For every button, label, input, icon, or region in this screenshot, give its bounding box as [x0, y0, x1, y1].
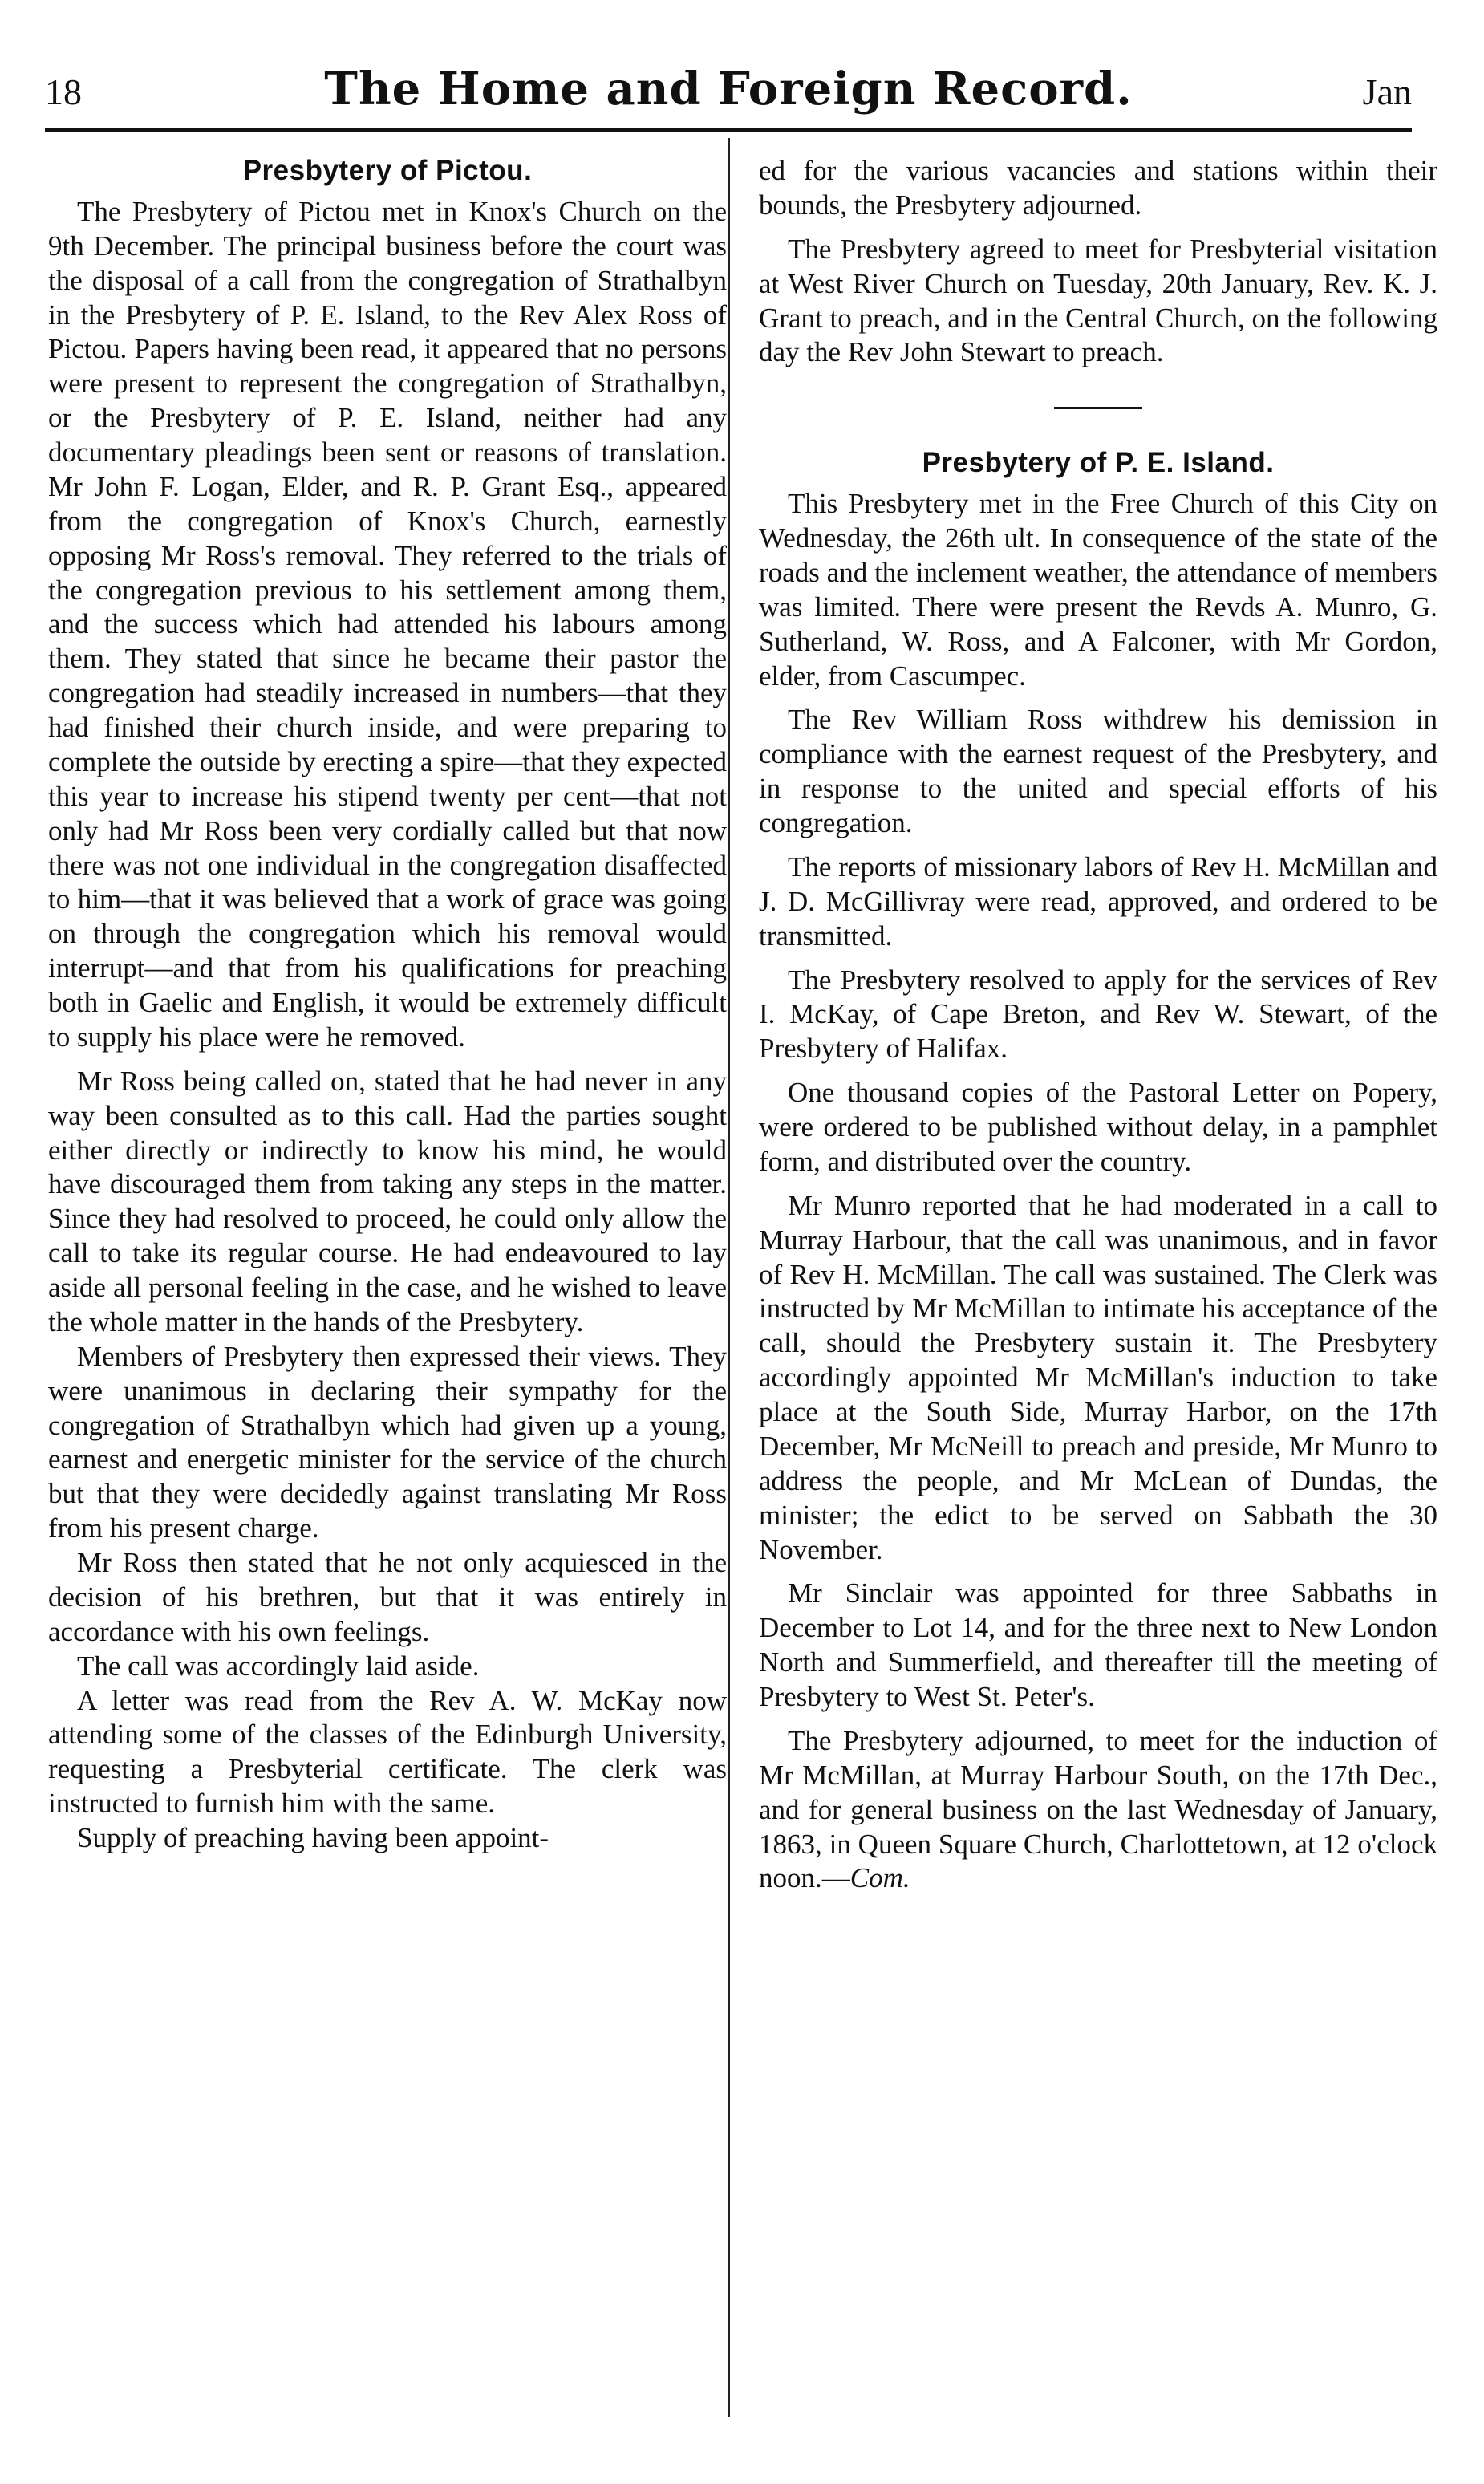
paragraph-text: The Presbytery adjourned, to meet for the induction of Mr McMillan, at Murray Harbour South, on the 17th Dec., and for general business on the last Wednesday of January, 1863, in Queen Square Church, Charlottetown, at 12 o'clock noon.—	[759, 1724, 1437, 1894]
paragraph: The Presbytery resolved to apply for the services of Rev I. McKay, of Cape Breton, and Rev W. Stewart, of the Presbytery of Halifax.	[759, 964, 1437, 1065]
left-column	[48, 154, 727, 1856]
page-number: 18	[45, 71, 82, 112]
paragraph: Mr Ross then stated that he not only acquiesced in the decision of his brethren, but that it was entirely in accordance with his own feelings.	[48, 1547, 727, 1647]
paragraph: Mr Munro reported that he had moderated in a call to Murray Harbour, that the call was unanimous, and in favor of Rev H. McMillan. The call was sustained. The Clerk was instructed by Mr McMillan to intimate his acceptance of the call, should the Presbytery sustain it. The Presbytery accordingly appointed Mr McMillan's induction to take place at the South Side, Murray Harbor, on the 17th December, Mr McNeill to preach and preside, Mr Munro to address the people, and Mr McLean of Dundas, the minister; the edict to be served on Sabbath the 30 November.	[759, 1189, 1437, 1565]
paragraph-continuation: ed for the various vacancies and stations within their bounds, the Presbytery adjourned.	[759, 155, 1437, 221]
column-divider	[728, 138, 730, 2417]
header-rule	[45, 128, 1412, 132]
paragraph: One thousand copies of the Pastoral Letter on Popery, were ordered to be published without delay, in a pamphlet form, and distributed over the country.	[759, 1077, 1437, 1177]
paragraph: Mr Ross being called on, stated that he had never in any way been consulted as to this call. Had the parties sought either directly or indirectly to know his mind, he would have discouraged them from taking any steps in the matter. Since they had resolved to proceed, he could only allow the call to take its regular course. He had endeavoured to lay aside all personal feeling in the case, and he wished to leave the whole matter in the hands of the Presbytery.	[48, 1065, 727, 1337]
paragraph: Members of Presbytery then expressed their views. They were unanimous in declaring their sympathy for the congregation of Strathalbyn which had given up a young, earnest and energetic minister for the service of the church but that they were decidedly against translating Mr Ross from his present charge.	[48, 1340, 727, 1544]
paragraph: The reports of missionary labors of Rev H. McMillan and J. D. McGillivray were read, approved, and ordered to be transmitted.	[759, 850, 1437, 952]
paragraph: Mr Sinclair was appointed for three Sabbaths in December to Lot 14, and for the three next to New London North and Summerfield, and thereafter till the meeting of Presbytery to West St. Peter's.	[759, 1577, 1437, 1712]
issue-month: Jan	[1362, 71, 1412, 112]
section-separator	[1054, 407, 1142, 409]
paragraph: The Rev William Ross withdrew his demission in compliance with the earnest request of the Presbytery, and in response to the united and special efforts of his congregation.	[759, 704, 1437, 838]
paragraph-final	[759, 1724, 1437, 1896]
paragraph: The Presbytery agreed to meet for Presbyterial visitation at West River Church on Tuesday, 20th January, Rev. K. J. Grant to preach, and in the Central Church, on the following day the Rev John Stewart to preach.	[759, 233, 1437, 368]
paragraph: This Presbytery met in the Free Church of this City on Wednesday, the 26th ult. In consequence of the state of the roads and the inclement weather, the attendance of members was limited. There were present the Revds A. Munro, G. Sutherland, W. Ross, and A Falconer, with Mr Gordon, elder, from Cascumpec.	[759, 488, 1437, 692]
paragraph: The call was accordingly laid aside.	[77, 1650, 480, 1682]
page-header	[45, 63, 1412, 127]
running-title: The Home and Foreign Record.	[324, 63, 1133, 116]
section-heading-pictou: Presbytery of Pictou.	[242, 155, 533, 186]
paragraph: A letter was read from the Rev A. W. McKay now attending some of the classes of the Edinburgh University, requesting a Presbyterial certificate. The clerk was instructed to furnish him with the same.	[48, 1684, 727, 1820]
paragraph: The Presbytery of Pictou met in Knox's Church on the 9th December. The principal business before the court was the disposal of a call from the congregation of Strathalbyn in the Presbytery of P. E. Island, to the Rev Alex Ross of Pictou. Papers having been read, it appeared that no persons were present to represent the congregation of Strathalbyn, or the Presbytery of P. E. Island, neither had any documentary pleadings been sent or reasons of translation. Mr John F. Logan, Elder, and R. P. Grant Esq., appeared from the congregation of Knox's Church, earnestly opposing Mr Ross's removal. They referred to the trials of the congregation previous to his settlement among them, and the success which had attended his labours among them. They stated that since he became their pastor the congregation had steadily increased in numbers—that they had finished their church inside, and were preparing to complete the outside by erecting a spire—that they expected this year to increase his stipend twenty per cent—that not only had Mr Ross been very cordially called but that now there was not one individual in the congregation disaffected to him—that it was believed that a work of grace was going on through the congregation which his removal would interrupt—and that from his qualifications for preaching both in Gaelic and English, it would be extremely difficult to supply his place were he removed.	[48, 195, 727, 1053]
paragraph: Supply of preaching having been appoint-	[77, 1822, 549, 1853]
signature: Com.	[849, 1862, 910, 1894]
section-heading-pei: Presbytery of P. E. Island.	[922, 447, 1275, 479]
right-column	[759, 154, 1437, 1896]
